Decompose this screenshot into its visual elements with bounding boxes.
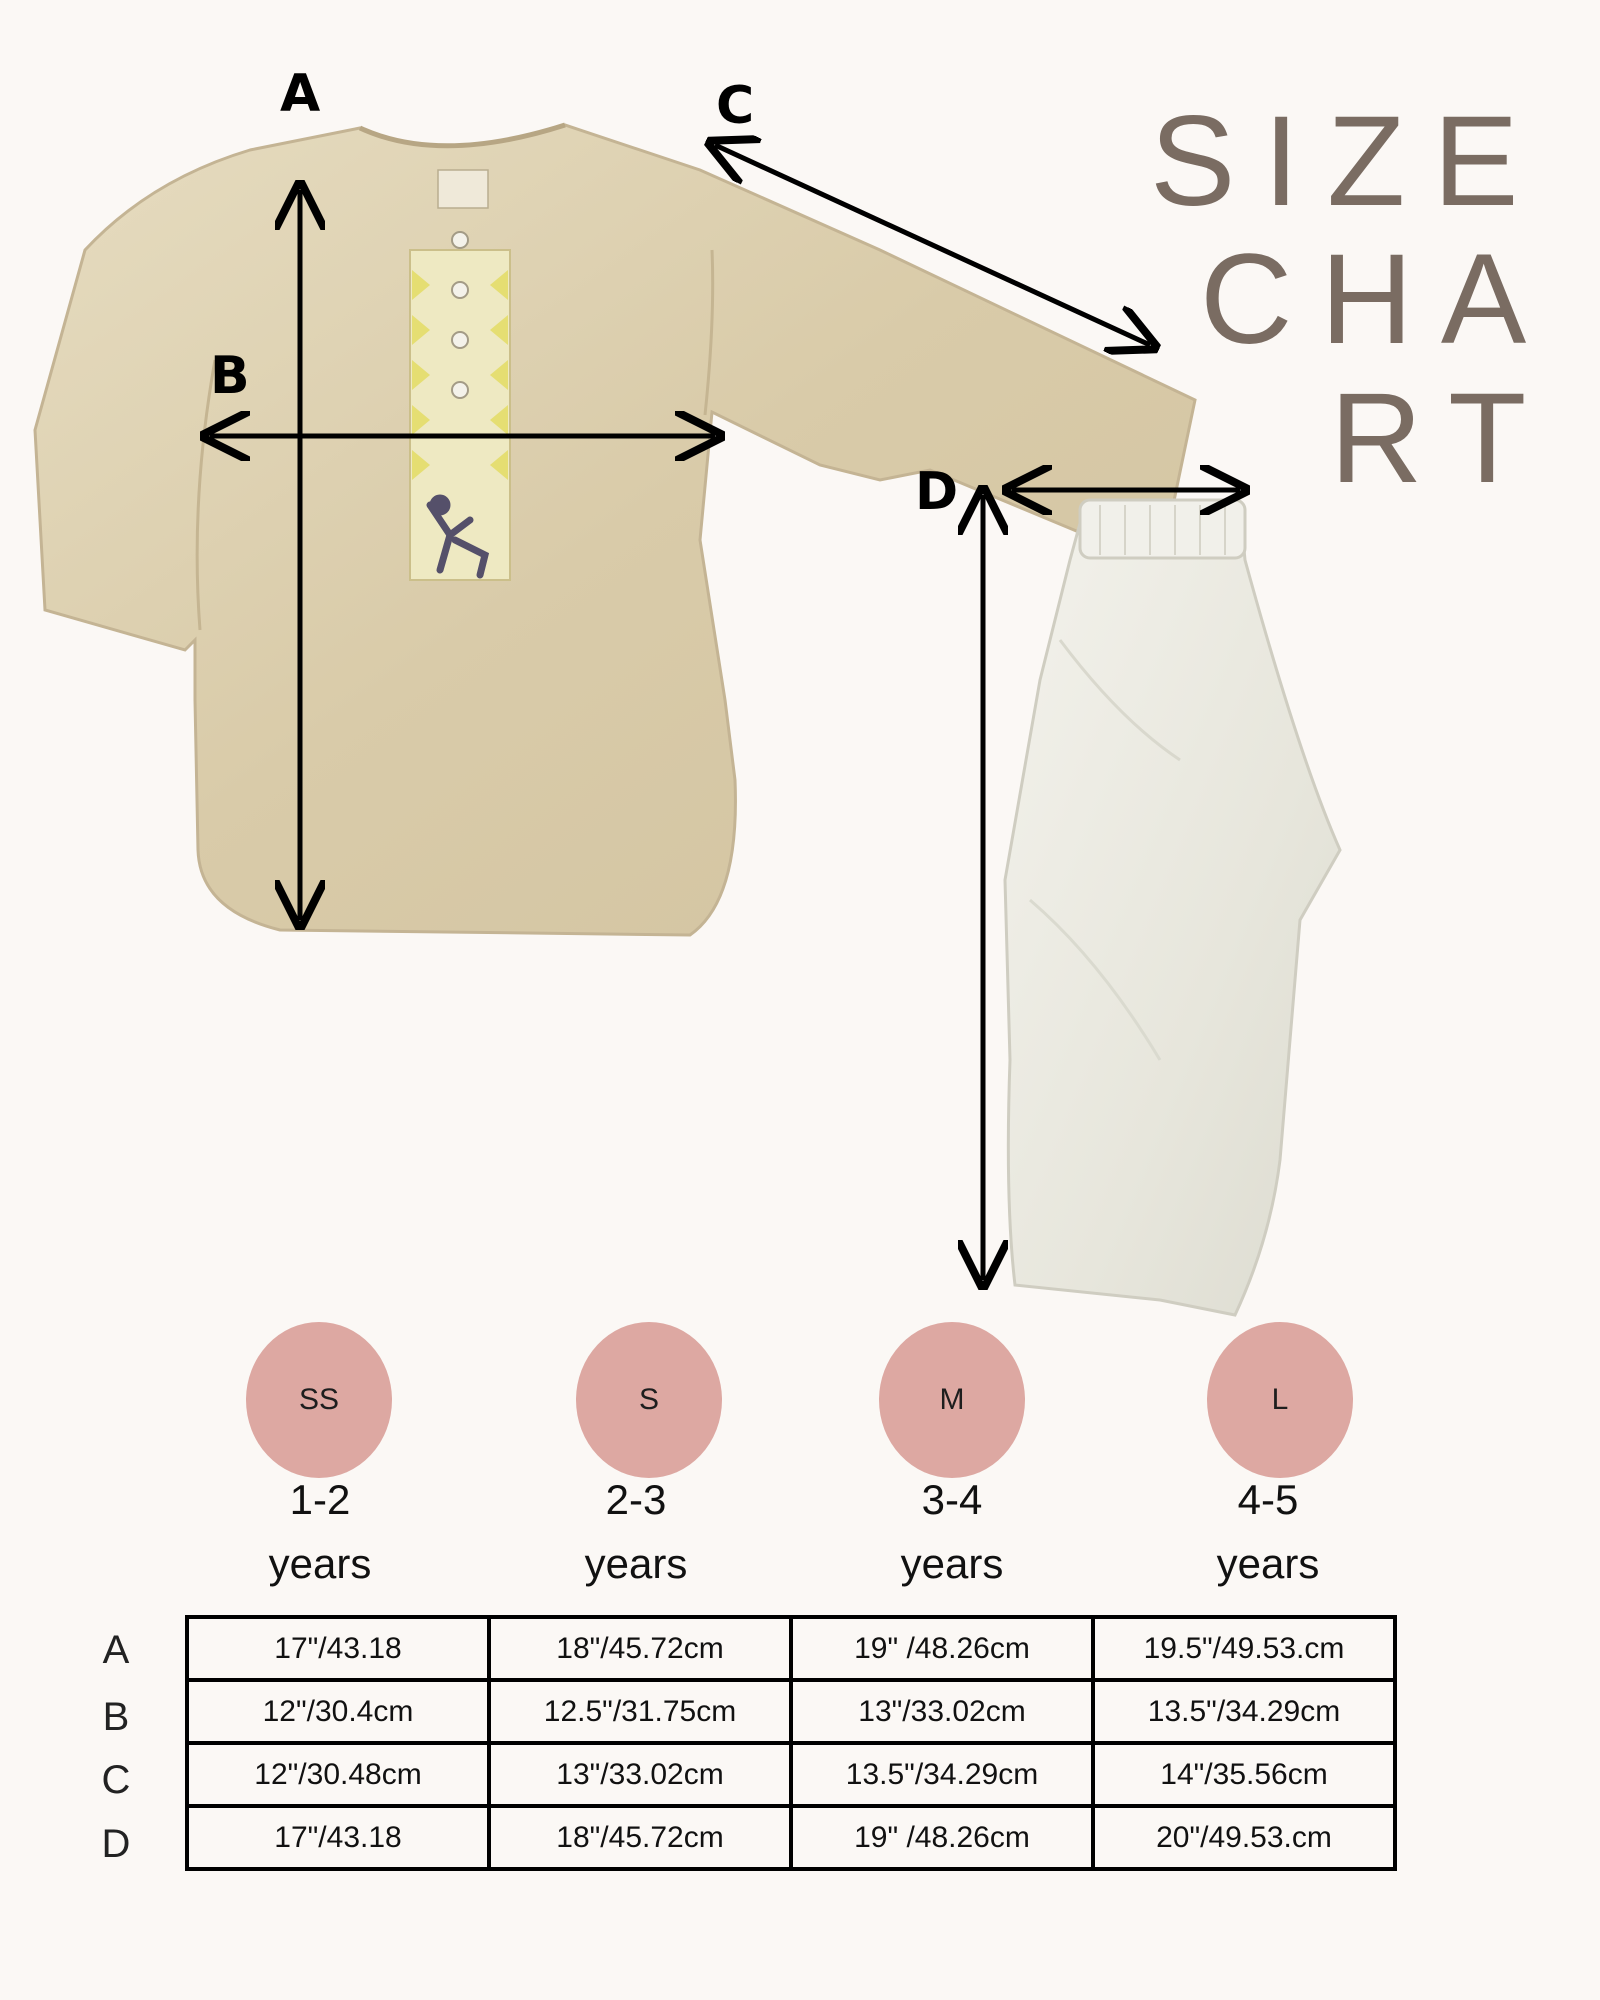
age-label-l [1158, 1468, 1378, 1596]
age-label-m [842, 1468, 1062, 1596]
age-label-ss [210, 1468, 430, 1596]
age-unit: years [1216, 1540, 1320, 1587]
table-cell: 18"/45.72cm [489, 1806, 791, 1869]
title-line-1: SIZE [1150, 90, 1547, 233]
age-range: 1-2 [289, 1476, 351, 1523]
table-cell: 13.5"/34.29cm [1093, 1680, 1395, 1743]
row-label-c: C [101, 1758, 131, 1802]
table-cell: 18"/45.72cm [489, 1617, 791, 1680]
age-label-s [526, 1468, 746, 1596]
age-unit: years [268, 1540, 372, 1587]
table-row [187, 1806, 1395, 1869]
table-cell: 12"/30.48cm [187, 1743, 489, 1806]
title-line-3: RT [1330, 367, 1555, 510]
table-cell: 20"/49.53.cm [1093, 1806, 1395, 1869]
table-cell: 17"/43.18 [187, 1806, 489, 1869]
table-cell: 19.5"/49.53.cm [1093, 1617, 1395, 1680]
age-unit: years [900, 1540, 1004, 1587]
size-badge-m: M [879, 1322, 1025, 1478]
table-cell: 19" /48.26cm [791, 1617, 1093, 1680]
pants-image [1005, 500, 1340, 1315]
row-label-a: A [102, 1628, 130, 1672]
row-label-b: B [102, 1695, 130, 1739]
table-row [187, 1617, 1395, 1680]
table-cell: 13.5"/34.29cm [791, 1743, 1093, 1806]
age-range: 3-4 [921, 1476, 983, 1523]
label-d: D [915, 462, 959, 522]
size-badge-ss: SS [246, 1322, 392, 1478]
table-cell: 13"/33.02cm [489, 1743, 791, 1806]
age-unit: years [584, 1540, 688, 1587]
table-cell: 17"/43.18 [187, 1617, 489, 1680]
table-cell: 19" /48.26cm [791, 1806, 1093, 1869]
size-badge-s: S [576, 1322, 722, 1478]
label-c: C [716, 76, 755, 136]
row-label-d: D [101, 1822, 131, 1866]
table-cell: 12"/30.4cm [187, 1680, 489, 1743]
table-cell: 14"/35.56cm [1093, 1743, 1395, 1806]
age-range: 4-5 [1237, 1476, 1299, 1523]
size-badge-l: L [1207, 1322, 1353, 1478]
title-line-2: CHA [1200, 228, 1555, 371]
table-cell: 12.5"/31.75cm [489, 1680, 791, 1743]
label-a: A [280, 64, 321, 124]
label-b: B [210, 346, 250, 406]
brand-tag [438, 170, 488, 208]
table-row [187, 1743, 1395, 1806]
elastic-waistband [1080, 500, 1245, 558]
table-cell: 13"/33.02cm [791, 1680, 1093, 1743]
age-range: 2-3 [605, 1476, 667, 1523]
table-row [187, 1680, 1395, 1743]
measurement-table [185, 1615, 1397, 1871]
